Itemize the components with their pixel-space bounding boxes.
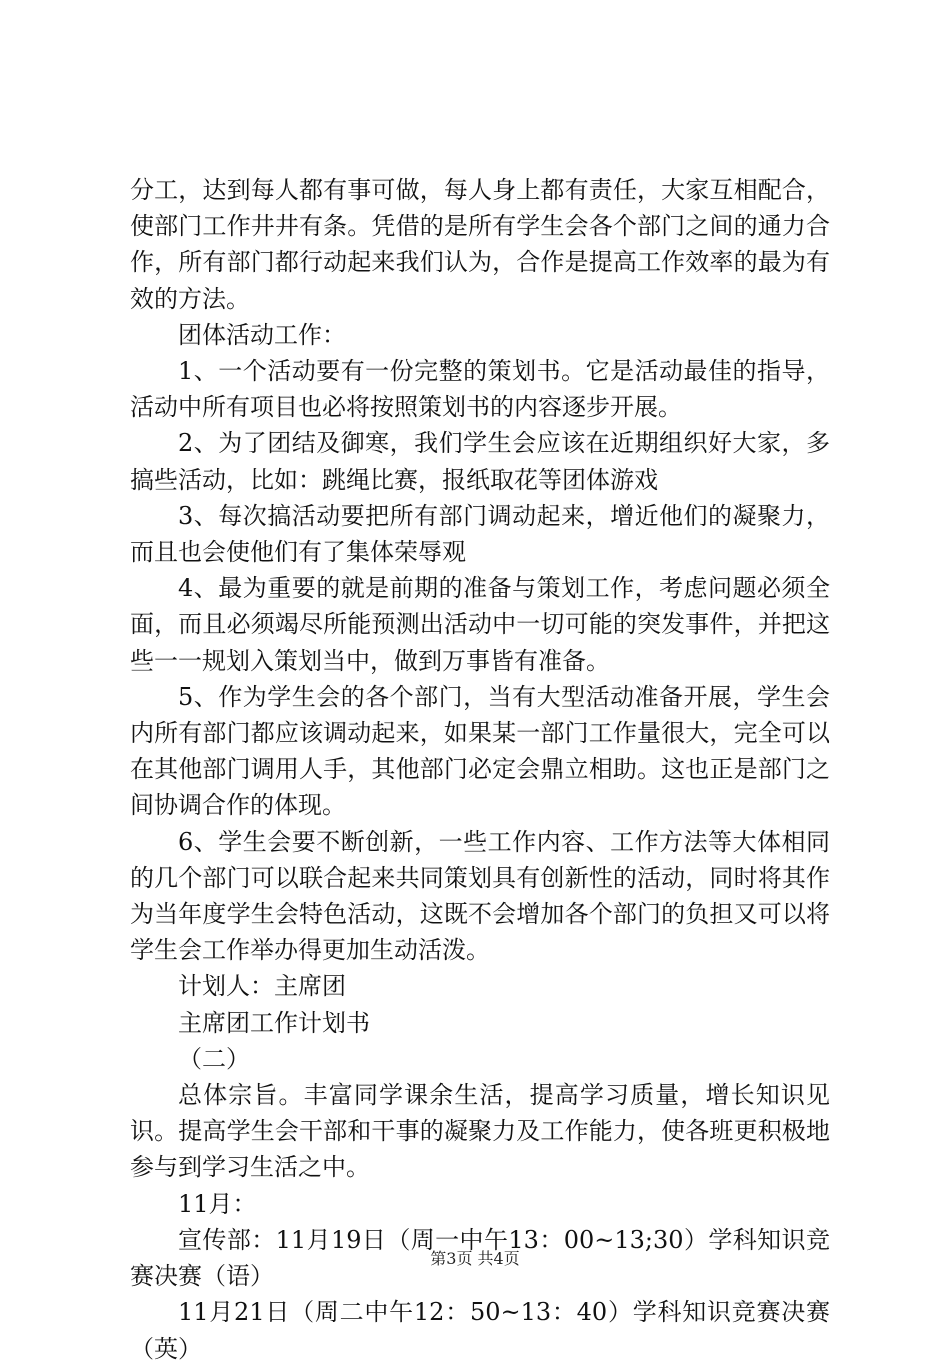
- paragraph-2: 团体活动工作：: [178, 320, 346, 349]
- paragraph-11: （二）: [178, 1044, 250, 1073]
- paragraph-7: 5、作为学生会的各个部门，当有大型活动准备开展，学生会内所有部门都应该调动起来，如果某一部门工作量很大，完全可以在其他部门调用人手，其他部门必定会鼎立相助。这也正是部门之间协调合作的体现。: [130, 682, 830, 820]
- document-body: [130, 172, 830, 1367]
- page-number-footer: 第3页 共4页: [430, 1249, 520, 1268]
- paragraph-5: 3、每次搞活动要把所有部门调动起来，增近他们的凝聚力，而且也会使他们有了集体荣辱观: [130, 501, 830, 567]
- paragraph-4: 2、为了团结及御寒，我们学生会应该在近期组织好大家，多搞些活动，比如：跳绳比赛，报纸取花等团体游戏: [130, 429, 830, 494]
- paragraph-13: 11月：: [178, 1189, 257, 1218]
- paragraph-10: 主席团工作计划书: [178, 1008, 370, 1037]
- paragraph-6: 4、最为重要的就是前期的准备与策划工作，考虑问题必须全面，而且必须竭尽所能预测出活动中一切可能的突发事件，并把这些一一规划入策划当中，做到万事皆有准备。: [130, 574, 830, 675]
- paragraph-1: 分工，达到每人都有事可做，每人身上都有责任，大家互相配合，使部门工作井井有条。凭借的是所有学生会各个部门之间的通力合作，所有部门都行动起来我们认为，合作是提高工作效率的最为有效的方法。: [130, 176, 830, 313]
- paragraph-12: 总体宗旨。丰富同学课余生活，提高学习质量，增长知识见识。提高学生会干部和干事的凝聚力及工作能力，使各班更积极地参与到学习生活之中。: [130, 1081, 830, 1182]
- paragraph-14: 宣传部：11月19日（周一中午13：00~13;30）学科知识竞赛决赛（语）: [130, 1225, 830, 1291]
- paragraph-15: 11月21日（周二中午12：50~13：40）学科知识竞赛决赛（英）: [130, 1298, 830, 1363]
- paragraph-3: 1、一个活动要有一份完整的策划书。它是活动最佳的指导，活动中所有项目也必将按照策划书的内容逐步开展。: [130, 357, 830, 422]
- paragraph-8: 6、学生会要不断创新，一些工作内容、工作方法等大体相同的几个部门可以联合起来共同策划具有创新性的活动，同时将其作为当年度学生会特色活动，这既不会增加各个部门的负担又可以将学生会工作举办得更加生动活泼。: [130, 827, 830, 965]
- paragraph-9: 计划人：主席团: [178, 972, 346, 1001]
